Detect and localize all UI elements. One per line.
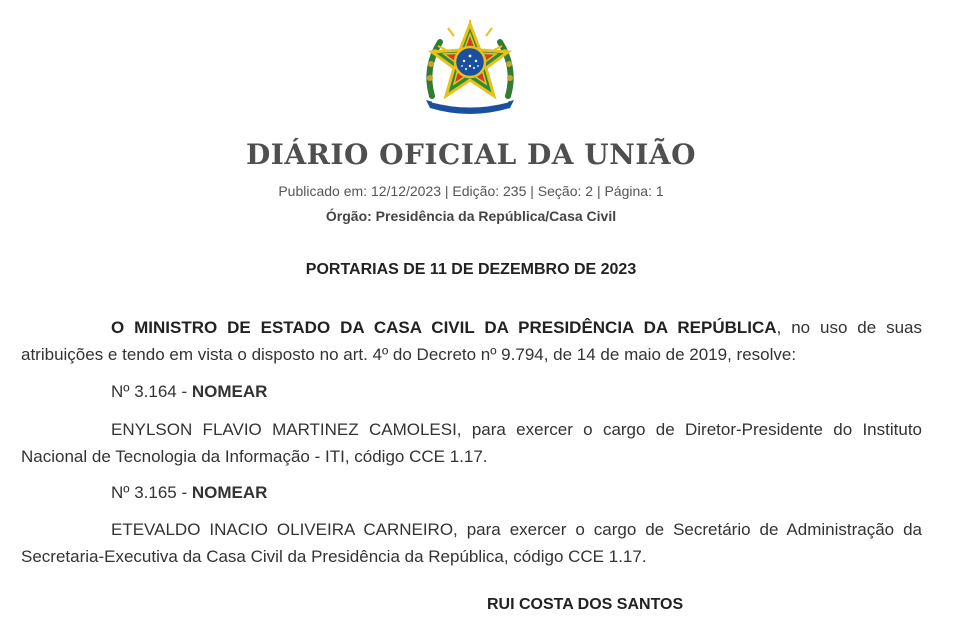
orgao-line xyxy=(0,208,942,224)
masthead-title: DIÁRIO OFICIAL DA UNIÃO xyxy=(246,138,696,171)
intro-text: , no uso de suas atribuições e tendo em vista o disposto no art. 4º do Decreto nº 9.794, de 14 de maio de 2019, resolve: xyxy=(21,318,922,364)
intro-paragraph xyxy=(21,314,922,368)
act-heading xyxy=(111,481,267,505)
orgao-value: Presidência da República/Casa Civil xyxy=(375,208,617,224)
orgao-label: Órgão: xyxy=(325,208,372,224)
act-heading xyxy=(111,380,267,404)
intro-authority: O MINISTRO DE ESTADO DA CASA CIVIL DA PRESIDÊNCIA DA REPÚBLICA xyxy=(111,318,777,337)
act-paragraph: ENYLSON FLAVIO MARTINEZ CAMOLESI, para exercer o cargo de Diretor-Presidente do Instituto Nacional de Tecnologia da Informação - ITI, código CCE 1.17. xyxy=(21,420,922,466)
publication-info: Publicado em: 12/12/2023 | Edição: 235 | Seção: 2 | Página: 1 xyxy=(278,183,664,199)
act-action: NOMEAR xyxy=(191,483,268,502)
act-number: Nº 3.165 - xyxy=(111,483,192,502)
document-title: PORTARIAS DE 11 DE DEZEMBRO DE 2023 xyxy=(305,261,637,278)
act-paragraph: ETEVALDO INACIO OLIVEIRA CARNEIRO, para exercer o cargo de Secretário de Administração da Secretaria-Executiva da Casa Civil da Presidência da República, código CCE 1.17. xyxy=(21,520,922,566)
act-action: NOMEAR xyxy=(191,382,268,401)
signature: RUI COSTA DOS SANTOS xyxy=(487,596,684,613)
act-number: Nº 3.164 - xyxy=(111,382,192,401)
brazil-coat-of-arms-icon xyxy=(418,16,522,114)
